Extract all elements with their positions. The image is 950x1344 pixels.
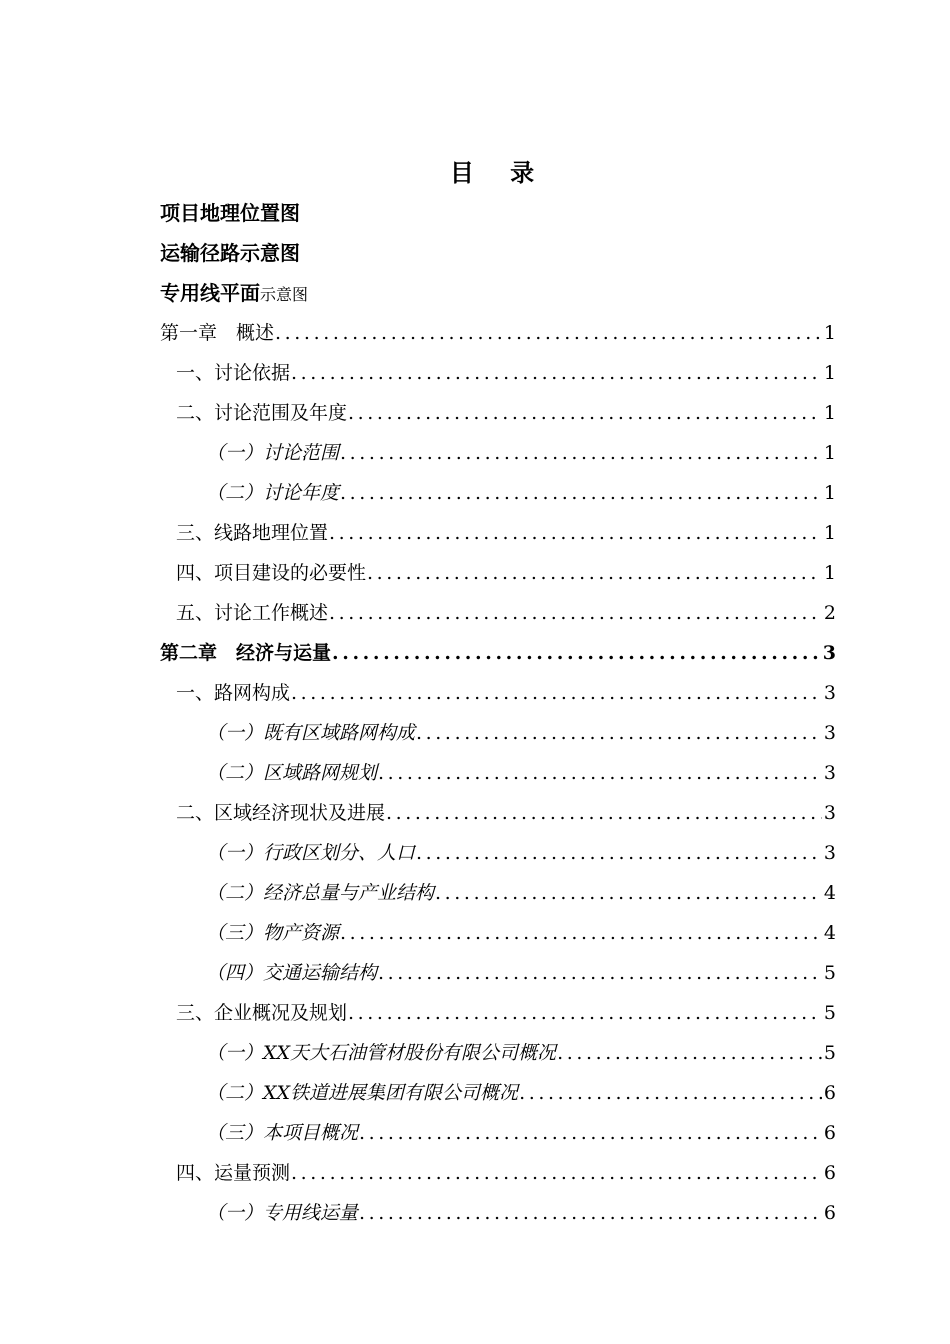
toc-entry-label: 二、讨论范围及年度 [176,402,348,424]
toc-entry-label: （二）XX铁道进展集团有限公司概况 [206,1082,519,1104]
toc-page-number: 1 [823,562,836,584]
toc-entry-label: 一、路网构成 [176,682,291,704]
toc-dot-leader [359,1198,822,1228]
toc-entry[interactable] [160,398,836,438]
toc-page-number: 1 [823,362,836,384]
toc-page-number: 1 [823,482,836,504]
toc-entry[interactable] [160,598,836,638]
toc-dot-leader [416,718,822,748]
toc-dot-leader [378,958,822,988]
toc-dot-leader [519,1078,822,1108]
toc-entry-label: 四、运量预测 [176,1162,291,1184]
toc-entry-label: 第一章 概述 [160,322,275,344]
toc-page-number: 6 [823,1202,836,1224]
toc-dot-leader [340,918,822,948]
toc-page-number: 3 [823,842,836,864]
toc-entry-label: 五、讨论工作概述 [176,602,329,624]
toc-page-number: 1 [823,322,836,344]
toc-dot-leader [557,1038,822,1068]
toc-page-number: 2 [823,602,836,624]
toc-page-number: 1 [823,522,836,544]
toc-entry[interactable] [160,798,836,838]
toc-page-number: 3 [823,802,836,824]
toc-dot-leader [291,678,822,708]
toc-entry-label: 二、区域经济现状及进展 [176,802,386,824]
toc-page-number: 3 [823,682,836,704]
table-of-contents [160,318,836,1238]
toc-dot-leader [332,638,821,668]
toc-page-number: 3 [822,642,836,664]
toc-entry[interactable] [160,478,836,518]
page-title: 目 录 [449,158,549,187]
toc-entry[interactable] [160,958,836,998]
toc-entry[interactable] [160,318,836,358]
toc-entry-label: （一）行政区划分、人口 [206,842,416,864]
toc-dot-leader [348,998,822,1028]
toc-entry-label: （二）讨论年度 [206,482,340,504]
toc-entry-label: 第二章 经济与运量 [160,642,332,664]
toc-page-number: 3 [823,722,836,744]
toc-entry[interactable] [160,718,836,758]
toc-dot-leader [329,518,822,548]
toc-entry-label: （一）讨论范围 [206,442,340,464]
toc-page-number: 6 [823,1162,836,1184]
front-item-label: 运输径路示意图 [160,241,300,265]
toc-dot-leader [340,478,822,508]
toc-entry-label: （三）物产资源 [206,922,340,944]
front-item-plan-map[interactable] [160,279,308,309]
toc-entry-label: （一）专用线运量 [206,1202,359,1224]
toc-dot-leader [291,1158,822,1188]
toc-entry[interactable] [160,1078,836,1118]
toc-page-number: 4 [823,882,836,904]
toc-dot-leader [291,358,822,388]
toc-dot-leader [329,598,822,628]
toc-dot-leader [359,1118,822,1148]
toc-entry[interactable] [160,1158,836,1198]
toc-entry-label: （二）区域路网规划 [206,762,378,784]
toc-entry[interactable] [160,638,836,678]
toc-entry-label: （四）交通运输结构 [206,962,378,984]
toc-entry[interactable] [160,918,836,958]
toc-dot-leader [348,398,822,428]
toc-entry[interactable] [160,1198,836,1238]
toc-entry[interactable] [160,678,836,718]
toc-entry-label: （一）既有区域路网构成 [206,722,416,744]
toc-entry-label: （三）本项目概况 [206,1122,359,1144]
toc-entry[interactable] [160,358,836,398]
toc-page-number: 6 [823,1122,836,1144]
toc-dot-leader [340,438,822,468]
toc-page-number: 5 [823,962,836,984]
toc-page-number: 6 [823,1082,836,1104]
toc-page-number: 1 [823,442,836,464]
front-item-location-map[interactable] [160,199,300,229]
toc-entry-label: （一）XX天大石油管材股份有限公司概况 [206,1042,557,1064]
toc-page-number: 3 [823,762,836,784]
toc-dot-leader [386,798,822,828]
toc-entry[interactable] [160,758,836,798]
toc-entry-label: （二）经济总量与产业结构 [206,882,435,904]
toc-dot-leader [367,558,822,588]
toc-page-number: 1 [823,402,836,424]
front-item-label: 专用线平面 [160,281,260,305]
front-item-suffix: 示意图 [260,285,309,304]
toc-dot-leader [378,758,822,788]
toc-dot-leader [435,878,822,908]
toc-entry[interactable] [160,998,836,1038]
toc-page-number: 4 [823,922,836,944]
toc-entry[interactable] [160,1118,836,1158]
toc-entry[interactable] [160,1038,836,1078]
toc-entry[interactable] [160,558,836,598]
toc-entry[interactable] [160,838,836,878]
toc-entry[interactable] [160,878,836,918]
toc-page-number: 5 [823,1002,836,1024]
toc-page-number: 5 [823,1042,836,1064]
toc-entry-label: 三、企业概况及规划 [176,1002,348,1024]
toc-entry[interactable] [160,438,836,478]
toc-entry-label: 四、项目建设的必要性 [176,562,367,584]
toc-entry-label: 一、讨论依据 [176,362,291,384]
toc-dot-leader [275,318,822,348]
toc-entry-label: 三、线路地理位置 [176,522,329,544]
toc-dot-leader [416,838,822,868]
front-item-label: 项目地理位置图 [160,201,300,225]
toc-entry[interactable] [160,518,836,558]
front-item-route-map[interactable] [160,239,300,269]
